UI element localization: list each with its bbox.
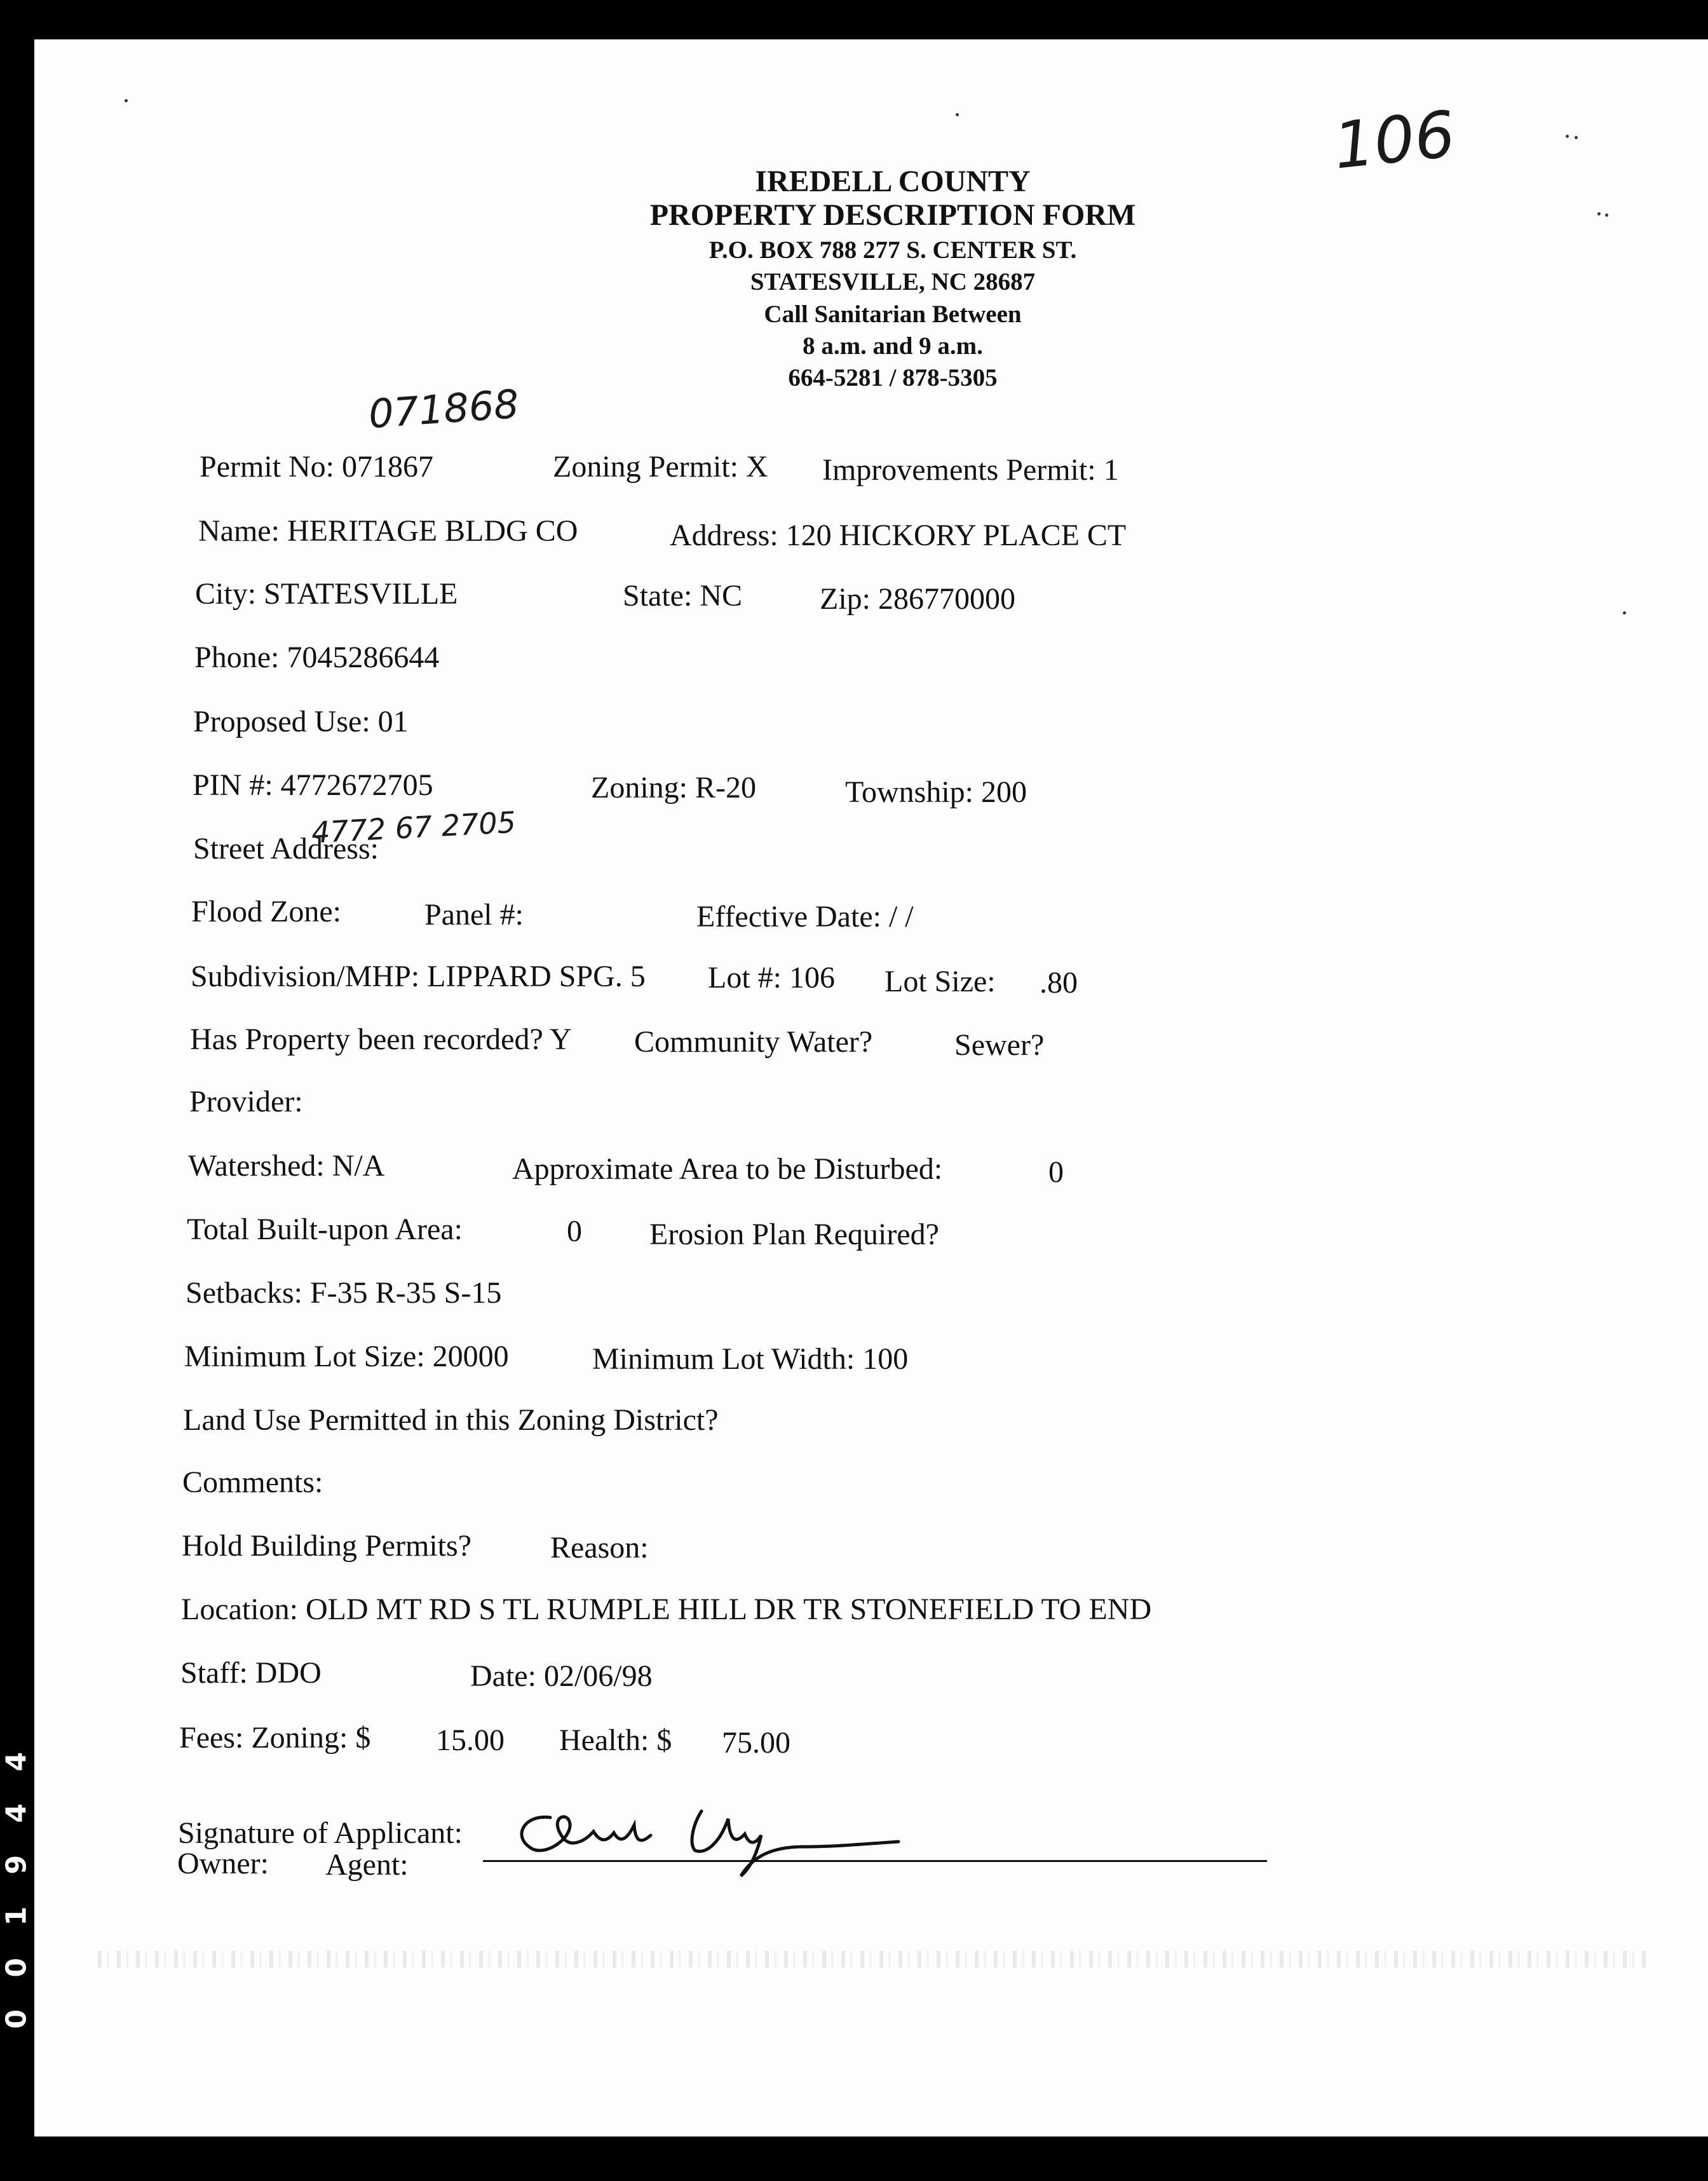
name-field: Name: HERITAGE BLDG CO (198, 514, 578, 548)
hours-line: 8 a.m. and 9 a.m. (803, 332, 983, 360)
signature-line (483, 1860, 1267, 1862)
scan-noise-band (98, 1951, 1648, 1967)
area-disturbed-value: 0 (1048, 1155, 1064, 1189)
county-title: IREDELL COUNTY (755, 165, 1031, 198)
minimum-lot-size: Minimum Lot Size: 20000 (184, 1340, 509, 1373)
scan-speck (1597, 212, 1601, 215)
built-upon-label: Total Built-upon Area: (187, 1213, 463, 1246)
handwritten-page-number: 106 (1330, 97, 1459, 184)
scan-speck (1566, 135, 1569, 138)
area-disturbed-label: Approximate Area to be Disturbed: (512, 1152, 943, 1186)
minimum-lot-width: Minimum Lot Width: 100 (592, 1342, 909, 1376)
panel-number: Panel #: (424, 898, 524, 932)
address-line: P.O. BOX 788 277 S. CENTER ST. (708, 236, 1077, 264)
effective-date: Effective Date: / / (696, 900, 914, 934)
owner-label: Owner: (177, 1847, 269, 1880)
reason: Reason: (550, 1531, 649, 1565)
signature-label: Signature of Applicant: (178, 1816, 463, 1850)
phone-field: Phone: 7045286644 (194, 641, 440, 674)
fees-health-value: 75.00 (722, 1726, 790, 1760)
call-line: Call Sanitarian Between (764, 301, 1022, 328)
hold-building-permits: Hold Building Permits? (182, 1529, 471, 1563)
fees-zoning-value: 15.00 (436, 1723, 505, 1757)
sewer: Sewer? (954, 1028, 1045, 1062)
proposed-use: Proposed Use: 01 (193, 705, 409, 738)
city-field: City: STATESVILLE (195, 577, 458, 611)
edge-stamp-digit: 4 (0, 1751, 33, 1772)
date: Date: 02/06/98 (470, 1659, 653, 1693)
zip-field: Zip: 286770000 (820, 582, 1015, 616)
staff: Staff: DDO (180, 1656, 322, 1690)
state-field: State: NC (623, 579, 742, 613)
edge-stamp-digit: 0 (0, 1957, 33, 1978)
subdivision: Subdivision/MHP: LIPPARD SPG. 5 (191, 960, 646, 993)
scan-speck (125, 99, 128, 102)
form-page (34, 39, 1708, 2137)
edge-stamp (0, 1741, 33, 2173)
edge-stamp-digit: 9 (0, 1854, 33, 1875)
township-field: Township: 200 (845, 775, 1027, 809)
setbacks: Setbacks: F-35 R-35 S-15 (186, 1276, 502, 1310)
zoning-field: Zoning: R-20 (591, 771, 756, 805)
phone-line: 664-5281 / 878-5305 (788, 364, 998, 391)
lot-size-value: .80 (1040, 966, 1078, 1000)
lot-number: Lot #: 106 (708, 961, 835, 995)
lot-size-label: Lot Size: (884, 965, 996, 998)
permit-no: Permit No: 071867 (200, 450, 433, 484)
scan-speck (1575, 136, 1578, 139)
fees-zoning: Fees: Zoning: $ (179, 1721, 371, 1755)
fees-health: Health: $ (559, 1723, 672, 1757)
address-field: Address: 120 HICKORY PLACE CT (670, 519, 1127, 552)
edge-stamp-digit: 4 (0, 1803, 33, 1823)
form-title: PROPERTY DESCRIPTION FORM (649, 198, 1136, 232)
scan-speck (956, 113, 959, 116)
edge-stamp-digit: 1 (0, 1906, 33, 1926)
scan-speck (1605, 214, 1608, 217)
erosion-plan: Erosion Plan Required? (649, 1218, 939, 1251)
location: Location: OLD MT RD S TL RUMPLE HILL DR TR STONEFIELD TO END (181, 1593, 1152, 1626)
edge-stamp-digit: 0 (0, 2009, 33, 2029)
land-use-permitted: Land Use Permitted in this Zoning District? (183, 1403, 719, 1437)
pin-field: PIN #: 4772672705 (193, 768, 433, 802)
city-line: STATESVILLE, NC 28687 (750, 268, 1036, 296)
improvements-permit: Improvements Permit: 1 (822, 453, 1119, 487)
agent-label: Agent: (325, 1848, 409, 1882)
zoning-permit: Zoning Permit: X (553, 450, 768, 484)
street-address: Street Address: (193, 832, 379, 866)
built-upon-value: 0 (567, 1214, 582, 1248)
handwritten-pin-note: 4772 67 2705 (310, 805, 517, 850)
property-recorded: Has Property been recorded? Y (190, 1023, 572, 1056)
provider: Provider: (189, 1085, 303, 1118)
handwritten-permit-number: 071868 (367, 380, 520, 438)
flood-zone: Flood Zone: (191, 895, 341, 928)
watershed: Watershed: N/A (188, 1149, 385, 1183)
comments: Comments: (182, 1465, 323, 1499)
community-water: Community Water? (634, 1025, 873, 1059)
signature (505, 1781, 911, 1882)
scan-speck (1623, 611, 1626, 615)
